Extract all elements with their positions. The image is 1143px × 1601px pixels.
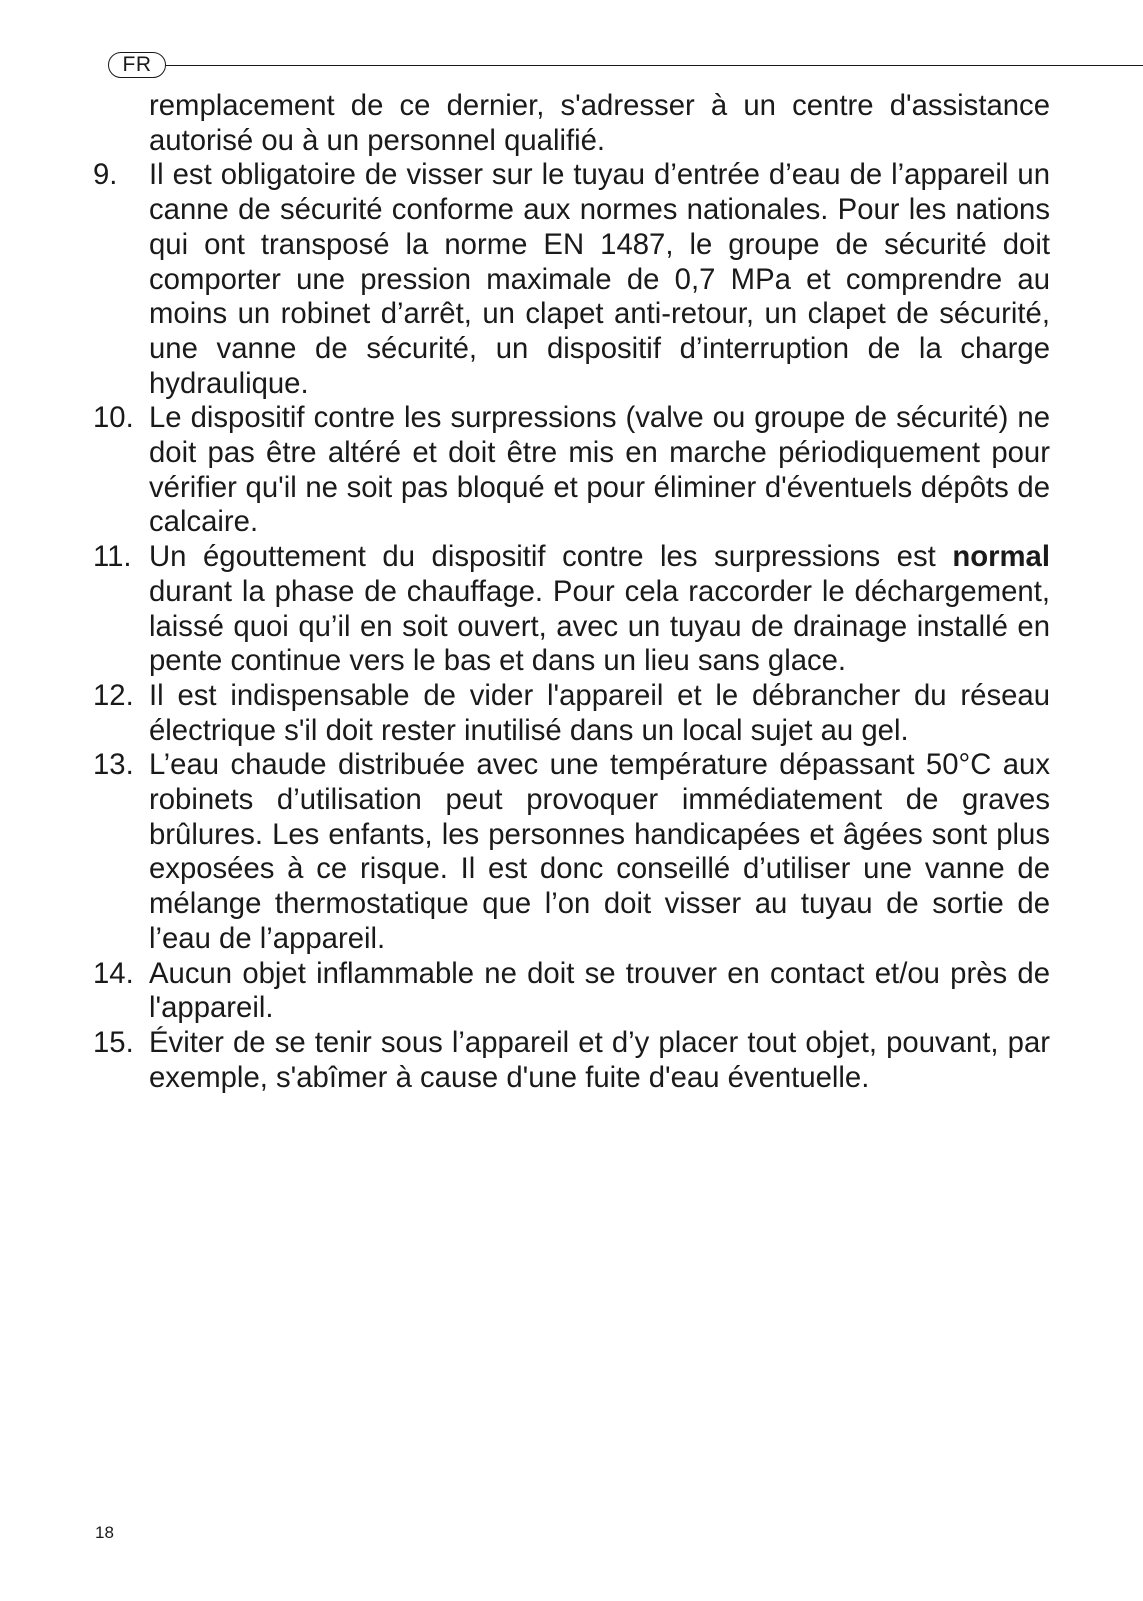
- list-item-13: [93, 748, 1050, 956]
- language-badge: FR: [108, 52, 166, 78]
- instructions-list: [93, 89, 1050, 1095]
- list-item-text: Il est indispensable de vider l'appareil et le débrancher du réseau électrique s'il doit rester inutilisé dans un local sujet au gel.: [149, 678, 1050, 747]
- list-item-12: [93, 679, 1050, 748]
- list-item-number: 12.: [93, 678, 134, 712]
- page-header: [108, 52, 1143, 82]
- list-item-9: [93, 158, 1050, 401]
- text-segment: Un égouttement du dispositif contre les surpressions est: [149, 540, 953, 574]
- list-item-10: [93, 401, 1050, 540]
- list-item-text: Il est obligatoire de visser sur le tuyau d’entrée d’eau de l’appareil un canne de sécurité conforme aux normes nationales. Pour les nations qui ont transposé la norme EN 1487, le groupe de sécurité doit comporter une pression maximale de 0,7 MPa et comprendre au moins un robinet d’arrêt, un clapet anti-retour, un clapet de sécurité, une vanne de sécurité, un dispositif d’interruption de la charge hydraulique.: [149, 158, 1050, 400]
- list-item-text: Éviter de se tenir sous l’appareil et d’y placer tout objet, pouvant, par exemple, s'abîmer à cause d'une fuite d'eau éventuelle.: [149, 1025, 1050, 1094]
- list-item-number: 10.: [93, 401, 134, 435]
- list-item-text: remplacement de ce dernier, s'adresser à un centre d'assistance autorisé ou à un personnel qualifié.: [149, 89, 1050, 157]
- list-item-14: [93, 957, 1050, 1026]
- text-segment: durant la phase de chauffage. Pour cela raccorder le déchargement, laissé quoi qu’il en soit ouvert, avec un tuyau de drainage installé en pente continue vers le bas et dans un lieu sans glace.: [149, 574, 1050, 678]
- header-rule: [165, 65, 1143, 66]
- list-item-number: 11.: [93, 540, 132, 574]
- list-item-15: [93, 1026, 1050, 1095]
- list-item-number: 15.: [93, 1025, 134, 1059]
- list-item-number: 13.: [93, 748, 134, 782]
- list-item-continuation: [93, 89, 1050, 158]
- list-item-number: 14.: [93, 956, 134, 990]
- list-item-11: [93, 540, 1050, 679]
- list-item-text: [149, 540, 1050, 677]
- list-item-text: Le dispositif contre les surpressions (valve ou groupe de sécurité) ne doit pas être altéré et doit être mis en marche périodiquement pour vérifier qu'il ne soit pas bloqué et pour éliminer d'éventuels dépôts de calcaire.: [149, 401, 1050, 539]
- emphasis-normal: normal: [952, 540, 1050, 574]
- list-item-number: 9.: [93, 158, 118, 192]
- list-item-text: Aucun objet inflammable ne doit se trouver en contact et/ou près de l'appareil.: [149, 956, 1050, 1025]
- list-item-text: L’eau chaude distribuée avec une température dépassant 50°C aux robinets d’utilisation peut provoquer immédiatement de graves brûlures. Les enfants, les personnes handicapées et âgées sont plus exposées à ce risque. Il est donc conseillé d’utiliser une vanne de mélange thermostatique que l’on doit visser au tuyau de sortie de l’eau de l’appareil.: [149, 748, 1050, 955]
- page-number: 18: [95, 1523, 114, 1542]
